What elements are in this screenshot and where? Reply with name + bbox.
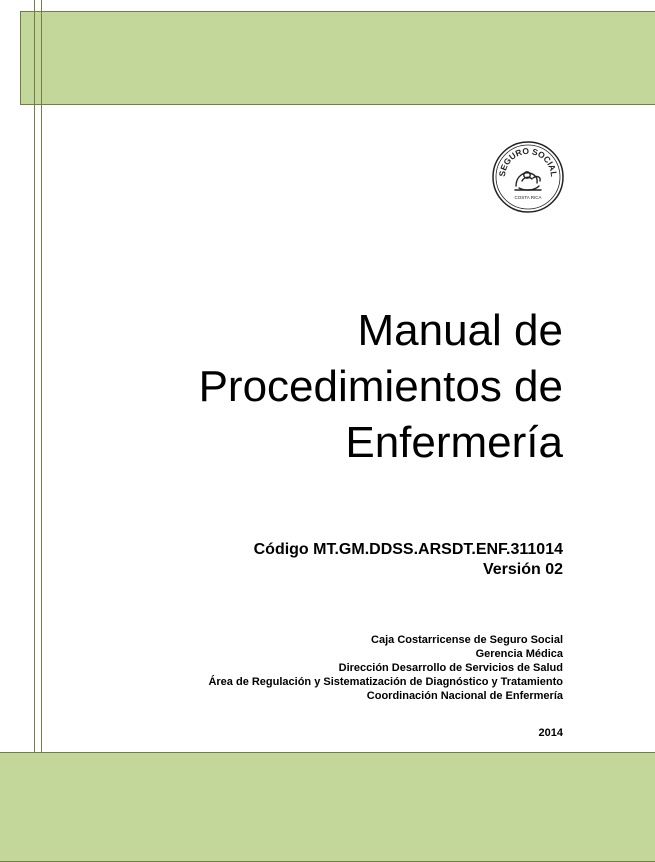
org-line: Caja Costarricense de Seguro Social [371, 634, 563, 646]
seguro-social-logo [491, 140, 565, 214]
document-version: Versión 02 [482, 561, 563, 578]
left-margin-line-inner [41, 0, 42, 848]
org-line: Gerencia Médica [475, 648, 563, 660]
document-title [83, 303, 563, 471]
org-line: Coordinación Nacional de Enfermería [366, 690, 563, 702]
logo-text-top: SEGURO SOCIAL [496, 145, 560, 178]
left-margin-line [34, 0, 35, 848]
org-line: Área de Regulación y Sistematización de Diagnóstico y Tratamiento [208, 676, 563, 688]
top-green-band [20, 11, 655, 105]
organization-block [208, 633, 563, 703]
document-code: Código MT.GM.DDSS.ARSDT.ENF.311014 [253, 541, 563, 558]
title-line: Procedimientos de [198, 362, 563, 411]
publication-year: 2014 [538, 727, 563, 739]
title-line: Enfermería [345, 418, 563, 467]
document-code-block [254, 540, 563, 580]
org-line: Dirección Desarrollo de Servicios de Salud [338, 662, 563, 674]
title-line: Manual de [357, 306, 563, 355]
bottom-green-band [0, 752, 655, 862]
logo-text-bottom: COSTA RICA [514, 195, 542, 200]
